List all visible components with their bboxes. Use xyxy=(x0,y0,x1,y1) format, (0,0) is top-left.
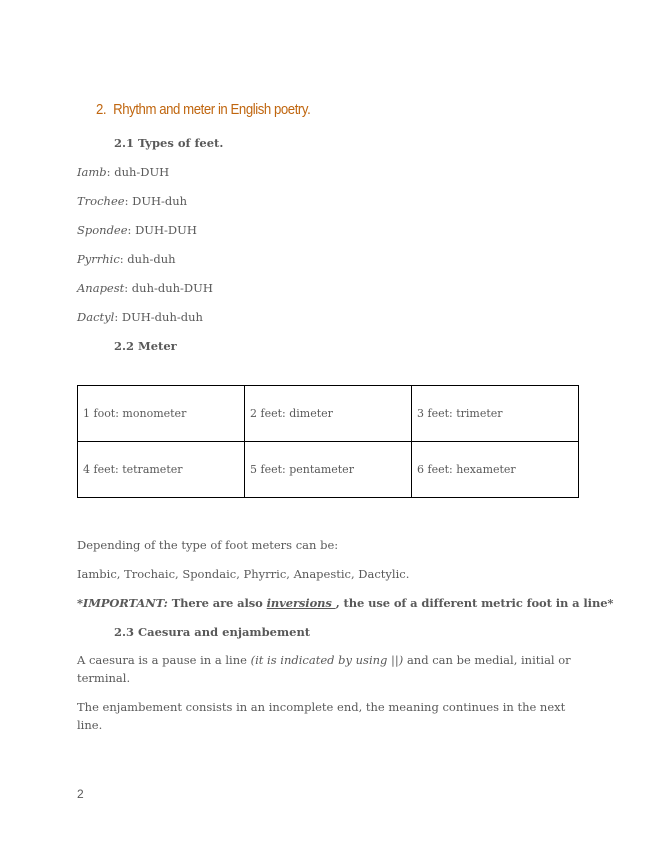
table-cell: 6 feet: hexameter xyxy=(412,442,579,498)
important-text-after: , the use of a different metric foot in a line* xyxy=(335,596,614,610)
foot-pattern: : duh-duh xyxy=(119,252,176,266)
foot-pyrrhic xyxy=(77,252,176,266)
enjambement-paragraph: The enjambement consists in an incomplete end, the meaning continues in the next line. xyxy=(77,700,566,732)
foot-trochee xyxy=(77,194,187,208)
caesura-paragraph xyxy=(77,651,577,687)
table-cell: 4 feet: tetrameter xyxy=(78,442,245,498)
meter-intro: Depending of the type of foot meters can be: xyxy=(77,538,339,552)
foot-name: Anapest xyxy=(77,281,125,295)
important-text-before: There are also xyxy=(167,596,267,610)
foot-pattern: : DUH-duh xyxy=(124,194,188,208)
foot-name: Trochee xyxy=(77,194,125,208)
table-cell: 2 feet: dimeter xyxy=(245,386,412,442)
inversions-link[interactable]: inversions xyxy=(266,596,336,610)
subheading-caesura: 2.3 Caesura and enjambement xyxy=(114,625,311,639)
subheading-types-of-feet: 2.1 Types of feet. xyxy=(114,136,224,150)
meter-types: Iambic, Trochaic, Spondaic, Phyrric, Anapestic, Dactylic. xyxy=(77,567,410,581)
caesura-text-before: A caesura is a pause in a line xyxy=(77,653,251,667)
table-cell: 5 feet: pentameter xyxy=(245,442,412,498)
caesura-italic: (it is indicated by using ||) xyxy=(250,653,404,667)
foot-name: Pyrrhic xyxy=(77,252,120,266)
important-prefix: * xyxy=(77,596,83,610)
heading-title: Rhythm and meter in English poetry. xyxy=(113,101,311,118)
important-label: IMPORTANT: xyxy=(82,596,168,610)
foot-pattern: : duh-duh-DUH xyxy=(124,281,213,295)
foot-name: Dactyl xyxy=(77,310,115,324)
subheading-meter: 2.2 Meter xyxy=(114,339,177,353)
meter-table xyxy=(77,385,579,498)
table-cell: 3 feet: trimeter xyxy=(412,386,579,442)
table-cell: 1 foot: monometer xyxy=(78,386,245,442)
foot-pattern: : DUH-duh-duh xyxy=(114,310,203,324)
foot-pattern: : DUH-DUH xyxy=(127,223,197,237)
caesura-text-after: and can be medial, initial or terminal. xyxy=(77,653,571,685)
foot-iamb xyxy=(77,165,169,179)
foot-name: Iamb xyxy=(77,165,107,179)
foot-spondee xyxy=(77,223,197,237)
foot-anapest xyxy=(77,281,213,295)
foot-dactyl xyxy=(77,310,203,324)
table-row xyxy=(78,442,579,498)
foot-name: Spondee xyxy=(77,223,128,237)
table-row xyxy=(78,386,579,442)
foot-pattern: : duh-DUH xyxy=(106,165,170,179)
page-number: 2 xyxy=(77,787,84,801)
heading-number: 2. xyxy=(96,101,107,118)
important-note xyxy=(77,596,613,610)
section-heading xyxy=(96,101,310,118)
